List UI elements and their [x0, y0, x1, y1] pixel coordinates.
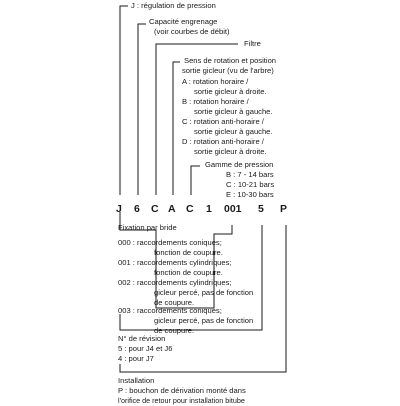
label-filtre: Filtre [244, 39, 261, 48]
label-installation-1: P : bouchon de dérivation monté dans [118, 386, 246, 395]
label-revision-1: 5 : pour J4 et J6 [118, 344, 173, 353]
leader-regulation [120, 6, 128, 195]
label-revision-2: 4 : pour J7 [118, 354, 154, 363]
leader-sens [173, 62, 180, 195]
option-003-line-1: 003 : raccordements coniques; [118, 306, 222, 315]
label-sens-a-2: sortie gicleur à droite. [194, 87, 267, 96]
code-char-1: 1 [206, 203, 212, 215]
label-sens-a-1: A : rotation horaire / [182, 77, 249, 86]
option-002-line-2: gicleur percé, pas de fonction [154, 287, 254, 297]
label-sens-c-2: sortie gicleur à gauche. [194, 127, 273, 136]
code-char-a: A [168, 203, 176, 215]
option-002-line-3: de coupure. [154, 297, 195, 307]
code-char-6: 6 [134, 203, 140, 215]
option-003-line-2: gicleur percé, pas de fonction [154, 315, 254, 325]
label-regulation: J : régulation de pression [131, 1, 216, 10]
label-gamme-c: C : 10-21 bars [226, 180, 275, 189]
code-char-5: 5 [258, 203, 264, 215]
label-installation-2: l'orifice de retour pour installation bitube [118, 396, 245, 405]
leader-capacite [138, 24, 146, 195]
option-003-line-3: de coupure. [154, 325, 195, 335]
label-gamme-e: E : 10-30 bars [226, 190, 274, 199]
code-char-j: J [116, 203, 122, 215]
label-sens-d-2: sortie gicleur à droite. [194, 147, 267, 156]
label-sens-d-1: D : rotation anti-horaire / [182, 137, 264, 146]
label-capacite-2: (voir courbes de débit) [154, 27, 230, 36]
option-002 [118, 278, 253, 307]
option-001-line-1: 001 : raccordements cylindriques; [118, 258, 232, 267]
option-001 [118, 258, 232, 278]
code-char-001: 001 [224, 203, 242, 215]
label-sens-b-2: sortie gicleur à gauche. [194, 107, 273, 116]
option-000-line-2: fonction de coupure. [154, 247, 223, 257]
label-gamme-b: B : 7 - 14 bars [226, 170, 274, 179]
label-revision-title: N° de révision [118, 334, 166, 343]
code-char-c: C [151, 203, 159, 215]
label-capacite-1: Capacité engrenage [149, 17, 218, 26]
label-installation-title: Installation [118, 376, 155, 385]
option-000 [118, 238, 223, 258]
code-char-c2: C [186, 203, 194, 215]
option-003 [118, 306, 253, 335]
option-000-line-1: 000 : raccordements coniques; [118, 238, 222, 247]
option-002-line-1: 002 : raccordements cylindriques; [118, 278, 232, 287]
label-sens-title-2: sortie gicleur (vu de l'arbre) [182, 66, 274, 75]
leader-gamme [191, 166, 200, 195]
code-char-p: P [280, 203, 288, 215]
label-sens-title-1: Sens de rotation et position [184, 56, 277, 65]
label-sens-c-1: C : rotation anti-horaire / [182, 117, 264, 126]
label-sens-b-1: B : rotation horaire / [182, 97, 249, 106]
option-001-line-2: fonction de coupure. [154, 267, 223, 277]
label-gamme-title: Gamme de pression [205, 160, 274, 169]
label-fixation: Fixation par bride [118, 223, 177, 232]
